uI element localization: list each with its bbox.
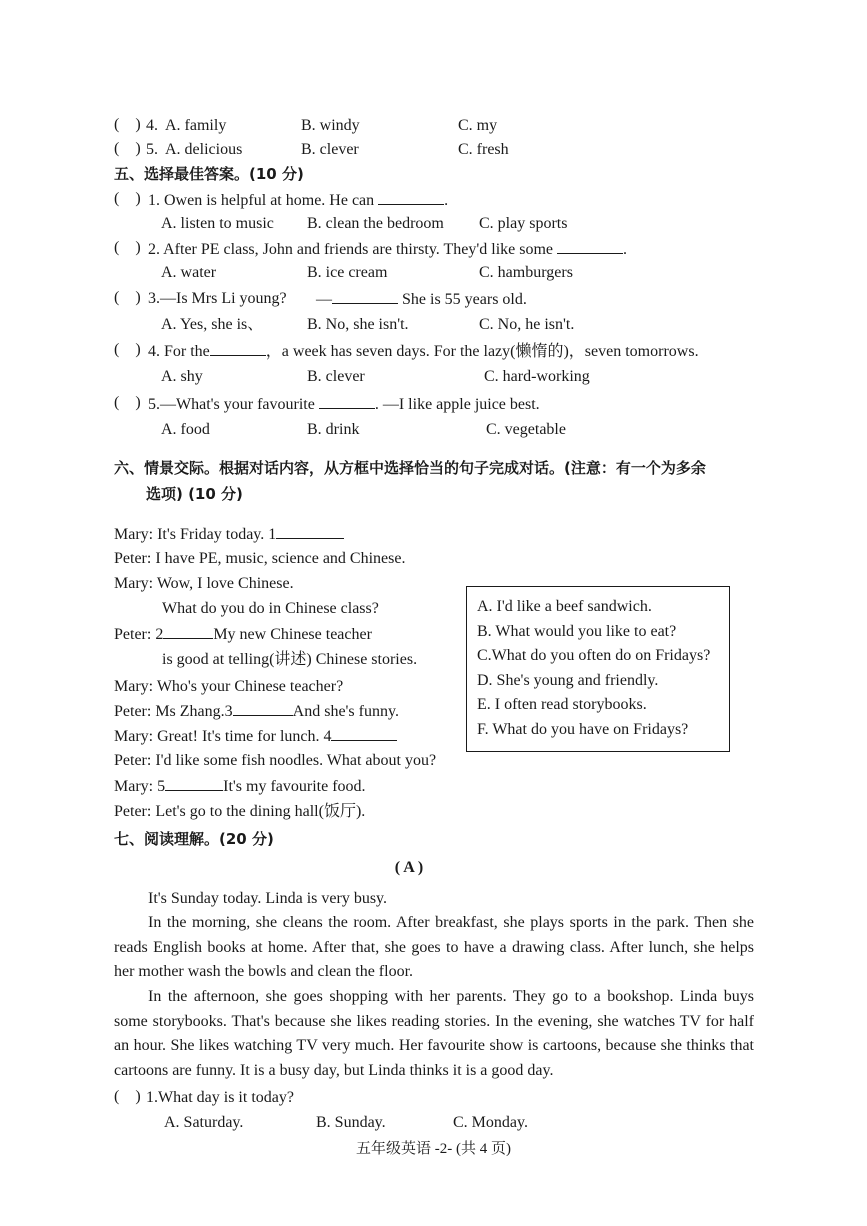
- option-b: B. drink: [307, 421, 360, 438]
- question-stem: 4. For the ，a week has seven days. For the lazy(懒惰的)，seven tomorrows.: [148, 343, 699, 360]
- answer-paren[interactable]: ( ): [114, 140, 141, 157]
- dialogue-line: Peter: Let's go to the dining hall(饭厅).: [114, 803, 366, 820]
- answer-blank[interactable]: [163, 624, 213, 639]
- answer-blank[interactable]: [319, 394, 375, 409]
- option-c: C. vegetable: [486, 421, 566, 438]
- option-c: C. hard-working: [484, 368, 590, 385]
- question-number: 5.: [146, 141, 158, 158]
- question-stem: 1.What day is it today?: [146, 1089, 294, 1106]
- answer-paren[interactable]: ( ): [114, 341, 141, 358]
- answer-blank[interactable]: [332, 289, 398, 304]
- option-a: A. Saturday.: [164, 1114, 244, 1131]
- option-c: C. No, he isn't.: [479, 316, 575, 333]
- answer-paren[interactable]: ( ): [114, 394, 141, 411]
- option-c: C. hamburgers: [479, 264, 573, 281]
- passage-paragraph: It's Sunday today. Linda is very busy.: [148, 890, 387, 907]
- question-stem: 2. After PE class, John and friends are thirsty. They'd like some .: [148, 241, 628, 258]
- answer-paren[interactable]: ( ): [114, 289, 141, 306]
- question-stem: 5.—What's your favourite . —I like apple juice best.: [148, 396, 540, 413]
- section-6-heading: 六、情景交际。根据对话内容，从方框中选择恰当的句子完成对话。(注意：有一个为多余: [114, 459, 706, 477]
- dialogue-line: What do you do in Chinese class?: [162, 600, 379, 617]
- passage-paragraph: In the afternoon, she goes shopping with her parents. They go to a bookshop. Linda buys some storybooks. That's because she likes reading stories. In the evening, she watches TV for half an hour. She likes watching TV very much. Her favourite show is cartoons, because she thinks that cartoons are funny. It is a busy day, but Linda thinks it is a good day.: [114, 988, 754, 1079]
- option-item: E. I often read storybooks.: [477, 696, 647, 713]
- dialogue-line: Peter: I'd like some fish noodles. What about you?: [114, 752, 437, 769]
- option-item: F. What do you have on Fridays?: [477, 720, 689, 738]
- page-footer: 五年级英语 -2- (共 4 页): [356, 1141, 511, 1157]
- option-c: C. fresh: [458, 141, 509, 158]
- question-stem: 1. Owen is helpful at home. He can .: [148, 192, 449, 209]
- options-box: [466, 586, 730, 752]
- answer-blank[interactable]: [165, 776, 223, 791]
- section-7-heading: 七、阅读理解。(20 分): [114, 830, 274, 848]
- answer-blank[interactable]: [233, 701, 293, 716]
- option-b: B. clean the bedroom: [307, 215, 444, 232]
- answer-paren[interactable]: ( ): [114, 239, 141, 256]
- option-a: A. Yes, she is、: [161, 316, 264, 333]
- dialogue-line: Mary: 5 It's my favourite food.: [114, 778, 366, 795]
- dialogue-line: Peter: Ms Zhang.3 And she's funny.: [114, 703, 399, 720]
- answer-blank[interactable]: [276, 524, 344, 539]
- answer-blank[interactable]: [378, 190, 444, 205]
- option-a: A. food: [161, 421, 210, 438]
- option-b: B. Sunday.: [316, 1114, 386, 1131]
- option-b: B. clever: [307, 368, 365, 385]
- dialogue-line: Mary: Who's your Chinese teacher?: [114, 678, 344, 695]
- answer-blank[interactable]: [331, 726, 397, 741]
- option-c: C. play sports: [479, 215, 568, 232]
- question-stem: 3.—Is Mrs Li young?: [148, 290, 287, 307]
- dialogue-line: Mary: It's Friday today. 1: [114, 524, 344, 545]
- answer-paren[interactable]: ( ): [114, 116, 141, 133]
- answer-blank[interactable]: [210, 341, 266, 356]
- option-a: A. listen to music: [161, 215, 274, 232]
- question-number: 4.: [146, 117, 158, 134]
- dialogue-line: Mary: Great! It's time for lunch. 4: [114, 726, 397, 747]
- option-a: A. shy: [161, 368, 203, 385]
- option-item: C.What do you often do on Fridays?: [477, 647, 711, 664]
- option-item: D. She's young and friendly.: [477, 671, 659, 689]
- dialogue-line: Peter: 2 My new Chinese teacher: [114, 626, 372, 643]
- answer-paren[interactable]: ( ): [114, 1088, 141, 1105]
- option-c: C. my: [458, 117, 498, 134]
- option-item: B. What would you like to eat?: [477, 622, 677, 640]
- answer-blank[interactable]: [557, 239, 623, 254]
- option-b: B. clever: [301, 141, 359, 158]
- answer-paren[interactable]: ( ): [114, 190, 141, 207]
- option-item: A. I'd like a beef sandwich.: [477, 598, 652, 615]
- option-b: B. No, she isn't.: [307, 316, 409, 333]
- dialogue-line: Mary: Wow, I love Chinese.: [114, 575, 294, 592]
- option-c: C. Monday.: [453, 1114, 528, 1131]
- option-b: B. ice cream: [307, 264, 388, 281]
- option-a: A. water: [161, 264, 217, 281]
- section-5-heading: 五、选择最佳答案。(10 分): [114, 165, 304, 183]
- section-6-heading-cont: 选项) (10 分): [146, 485, 243, 503]
- option-a: A. family: [165, 117, 227, 134]
- option-a: A. delicious: [165, 141, 243, 158]
- dialogue-line: Peter: I have PE, music, science and Chinese.: [114, 550, 406, 567]
- reply-line: — She is 55 years old.: [316, 291, 527, 308]
- passage-paragraph: In the morning, she cleans the room. After breakfast, she plays sports in the park. Then she reads English books at home. After that, she goes to have a drawing class. After lunch, she helps her mother wash the bowls and clean the floor.: [114, 914, 754, 980]
- dialogue-line: is good at telling(讲述) Chinese stories.: [162, 651, 418, 668]
- option-b: B. windy: [301, 117, 360, 134]
- passage-label: ( A ): [394, 859, 424, 876]
